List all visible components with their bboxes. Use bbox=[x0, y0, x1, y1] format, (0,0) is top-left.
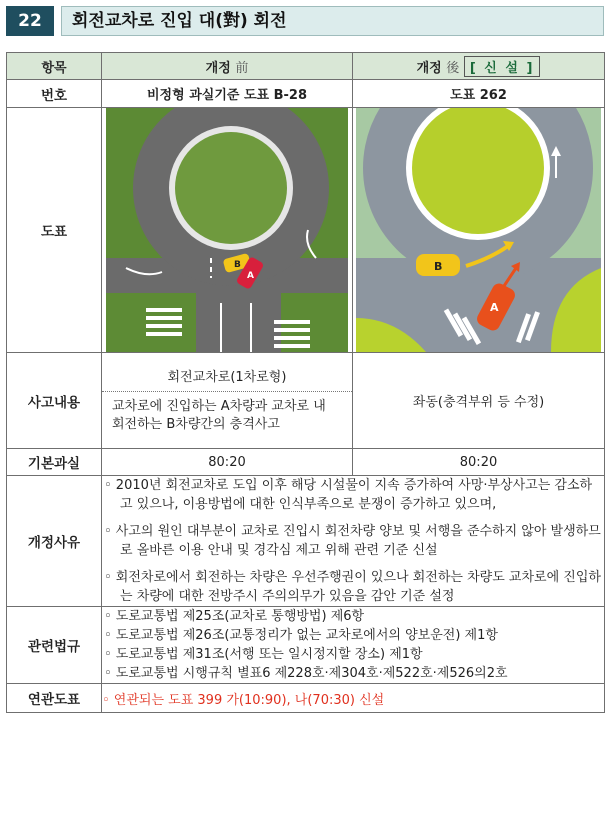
diagram-after-cell bbox=[353, 108, 605, 353]
label-accident: 사고내용 bbox=[7, 353, 102, 449]
section-header bbox=[6, 6, 604, 36]
car-a-old-label: A bbox=[247, 271, 254, 281]
reason-item: ◦ 사고의 원인 대부분이 교차로 진입시 회전차량 양보 및 서행을 준수하지 않아 발생하므로 올바른 이용 안내 및 경각심 제고 위해 관련 기준 신설 bbox=[104, 524, 601, 558]
accident-before-desc: 교차로에 진입하는 A차량과 교차로 내 회전하는 B차량간의 충격사고 bbox=[112, 398, 326, 432]
accident-after: 좌동(충격부위 등 수정) bbox=[353, 353, 605, 449]
laws-content bbox=[102, 607, 605, 684]
row-related bbox=[7, 684, 605, 713]
accident-before bbox=[102, 353, 353, 449]
header-before-sub: 前 bbox=[235, 60, 249, 76]
roundabout-diagram-new bbox=[356, 108, 601, 352]
diagram-before-cell bbox=[102, 108, 353, 353]
label-laws: 관련법규 bbox=[7, 607, 102, 684]
label-number: 번호 bbox=[7, 80, 102, 108]
reason-item: ◦ 2010년 회전교차로 도입 이후 해당 시설물이 지속 증가하여 사망·부상사고는 감소하고 있으나, 이용방법에 대한 인식부족으로 분쟁이 증가하고 있으며, bbox=[104, 478, 593, 512]
related-content: ◦ 연관되는 도표 399 가(10:90), 나(70:30) 신설 bbox=[102, 684, 605, 713]
row-accident bbox=[7, 353, 605, 449]
row-diagram bbox=[7, 108, 605, 353]
label-base-fault: 기본과실 bbox=[7, 449, 102, 476]
header-before-label: 개정 bbox=[205, 60, 231, 76]
header-after-sub: 後 bbox=[446, 60, 460, 76]
header-after bbox=[353, 53, 605, 80]
law-item: ◦ 도로교통법 제26조(교통정리가 없는 교차로에서의 양보운전) 제1항 bbox=[104, 628, 498, 643]
row-reason bbox=[7, 476, 605, 607]
header-after-label: 개정 bbox=[416, 60, 442, 76]
accident-before-type: 회전교차로(1차로형) bbox=[102, 362, 352, 392]
roundabout-diagram-old bbox=[106, 108, 348, 352]
reason-content bbox=[102, 476, 605, 607]
new-tag: [ 신 설 ] bbox=[464, 56, 541, 77]
label-diagram: 도표 bbox=[7, 108, 102, 353]
section-number: 22 bbox=[6, 6, 54, 36]
car-b-new-label: B bbox=[434, 260, 443, 273]
header-item: 항목 bbox=[7, 53, 102, 80]
section-title: 회전교차로 진입 대(對) 회전 bbox=[61, 6, 604, 36]
law-item: ◦ 도로교통법 제25조(교차로 통행방법) 제6항 bbox=[104, 609, 365, 624]
row-base-fault bbox=[7, 449, 605, 476]
label-related: 연관도표 bbox=[7, 684, 102, 713]
header-before bbox=[102, 53, 353, 80]
car-b-old-label: B bbox=[234, 260, 241, 270]
number-after: 도표 262 bbox=[353, 80, 605, 108]
table-header-row bbox=[7, 53, 605, 80]
car-a-new-label: A bbox=[490, 301, 499, 314]
law-item: ◦ 도로교통법 시행규칙 별표6 제228호·제304호·제522호·제526의2호 bbox=[104, 666, 508, 681]
reason-item: ◦ 회전차로에서 회전하는 차량은 우선주행권이 있으나 회전하는 차량도 교차로에 진입하는 차량에 대한 전방주시 주의의무가 있음을 감안 기준 설정 bbox=[104, 570, 601, 604]
law-item: ◦ 도로교통법 제31조(서행 또는 일시정지할 장소) 제1항 bbox=[104, 647, 423, 662]
row-laws bbox=[7, 607, 605, 684]
base-fault-after: 80:20 bbox=[353, 449, 605, 476]
comparison-table bbox=[6, 52, 605, 713]
label-reason: 개정사유 bbox=[7, 476, 102, 607]
row-number bbox=[7, 80, 605, 108]
base-fault-before: 80:20 bbox=[102, 449, 353, 476]
number-before: 비정형 과실기준 도표 B-28 bbox=[102, 80, 353, 108]
